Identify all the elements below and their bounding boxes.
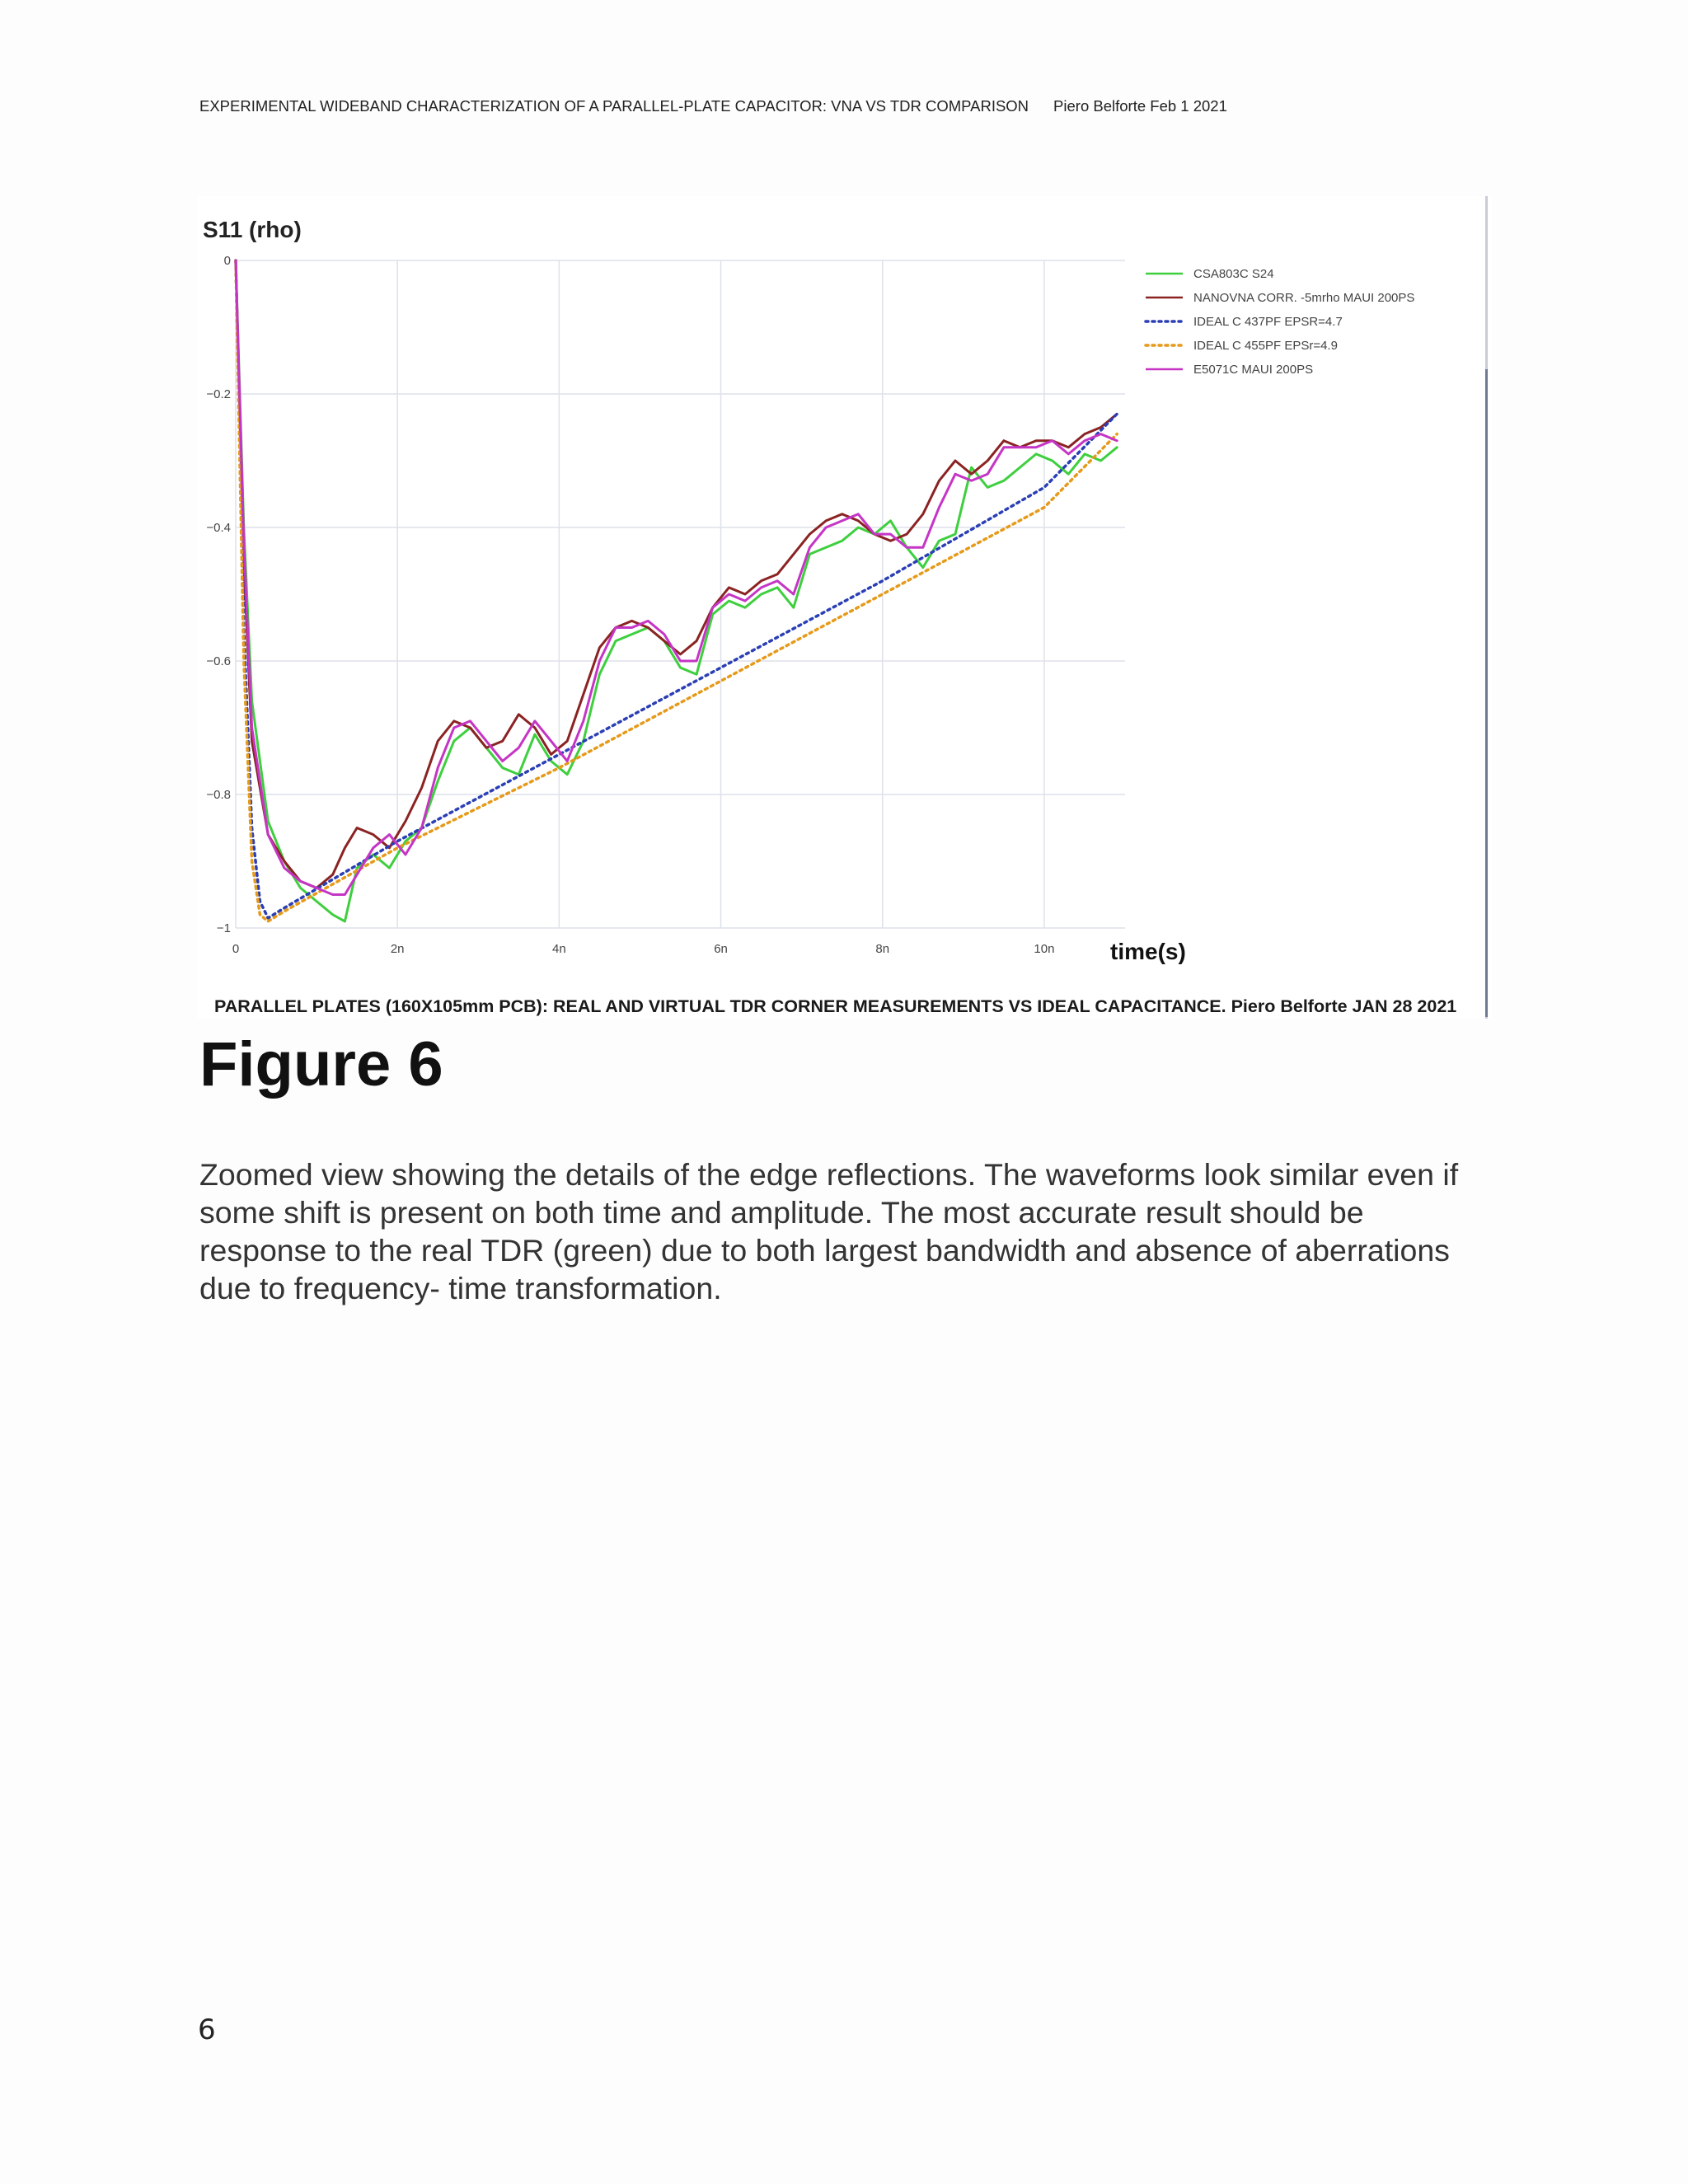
chart-legend (1146, 267, 1414, 377)
header-author-date: Piero Belforte Feb 1 2021 (1053, 97, 1227, 115)
series-line-1 (236, 260, 1117, 921)
series-line-4 (236, 260, 1117, 921)
x-tick-label: 8n (875, 942, 890, 956)
legend-entry: IDEAL C 455PF EPSr=4.9 (1193, 339, 1338, 353)
y-tick-label: −0.6 (206, 654, 231, 668)
y-tick-label: −1 (216, 921, 231, 935)
y-tick-label: −0.4 (206, 521, 231, 535)
legend-entry: NANOVNA CORR. -5mrho MAUI 200PS (1193, 291, 1415, 305)
x-tick-label: 0 (232, 942, 240, 956)
figure-right-border-dark (1485, 369, 1488, 1017)
x-tick-label: 2n (390, 942, 405, 956)
tdr-chart (198, 196, 1492, 1019)
figure-image (198, 196, 1492, 1019)
page-number: 6 (198, 2013, 216, 2046)
series-line-3 (236, 260, 1117, 918)
y-axis-label: S11 (rho) (203, 217, 302, 242)
legend-entry: IDEAL C 437PF EPSR=4.7 (1193, 315, 1343, 329)
y-tick-label: −0.2 (206, 387, 231, 401)
series-line-5 (236, 260, 1117, 895)
chart-series (236, 260, 1117, 921)
x-axis-label: time(s) (1110, 939, 1186, 964)
x-tick-label: 4n (552, 942, 566, 956)
y-tick-label: −0.8 (206, 788, 231, 802)
x-tick-label: 10n (1034, 942, 1055, 956)
chart-axes (206, 254, 1054, 956)
header-title: EXPERIMENTAL WIDEBAND CHARACTERIZATION OF A PARALLEL-PLATE CAPACITOR: VNA VS TDR COMPARISON (199, 97, 1029, 115)
figure-label: Figure 6 (199, 1029, 443, 1099)
running-header (199, 97, 1227, 115)
chart-footer-caption: PARALLEL PLATES (160X105mm PCB): REAL AND VIRTUAL TDR CORNER MEASUREMENTS VS IDEAL CAPACITANCE. Piero Belforte JAN 28 2021 (214, 996, 1457, 1016)
legend-entry: E5071C MAUI 200PS (1193, 363, 1314, 377)
figure-caption: Zoomed view showing the details of the edge reflections. The waveforms look similar even if some shift is present on both time and amplitude. The most accurate result should be response to the real TDR (green) due to both largest bandwidth and absence of aberrations due to frequency- time transformation. (199, 1157, 1459, 1305)
x-tick-label: 6n (714, 942, 728, 956)
series-line-2 (236, 260, 1117, 888)
chart-grid (236, 260, 1125, 928)
legend-entry: CSA803C S24 (1193, 267, 1274, 281)
y-tick-label: 0 (223, 254, 231, 268)
